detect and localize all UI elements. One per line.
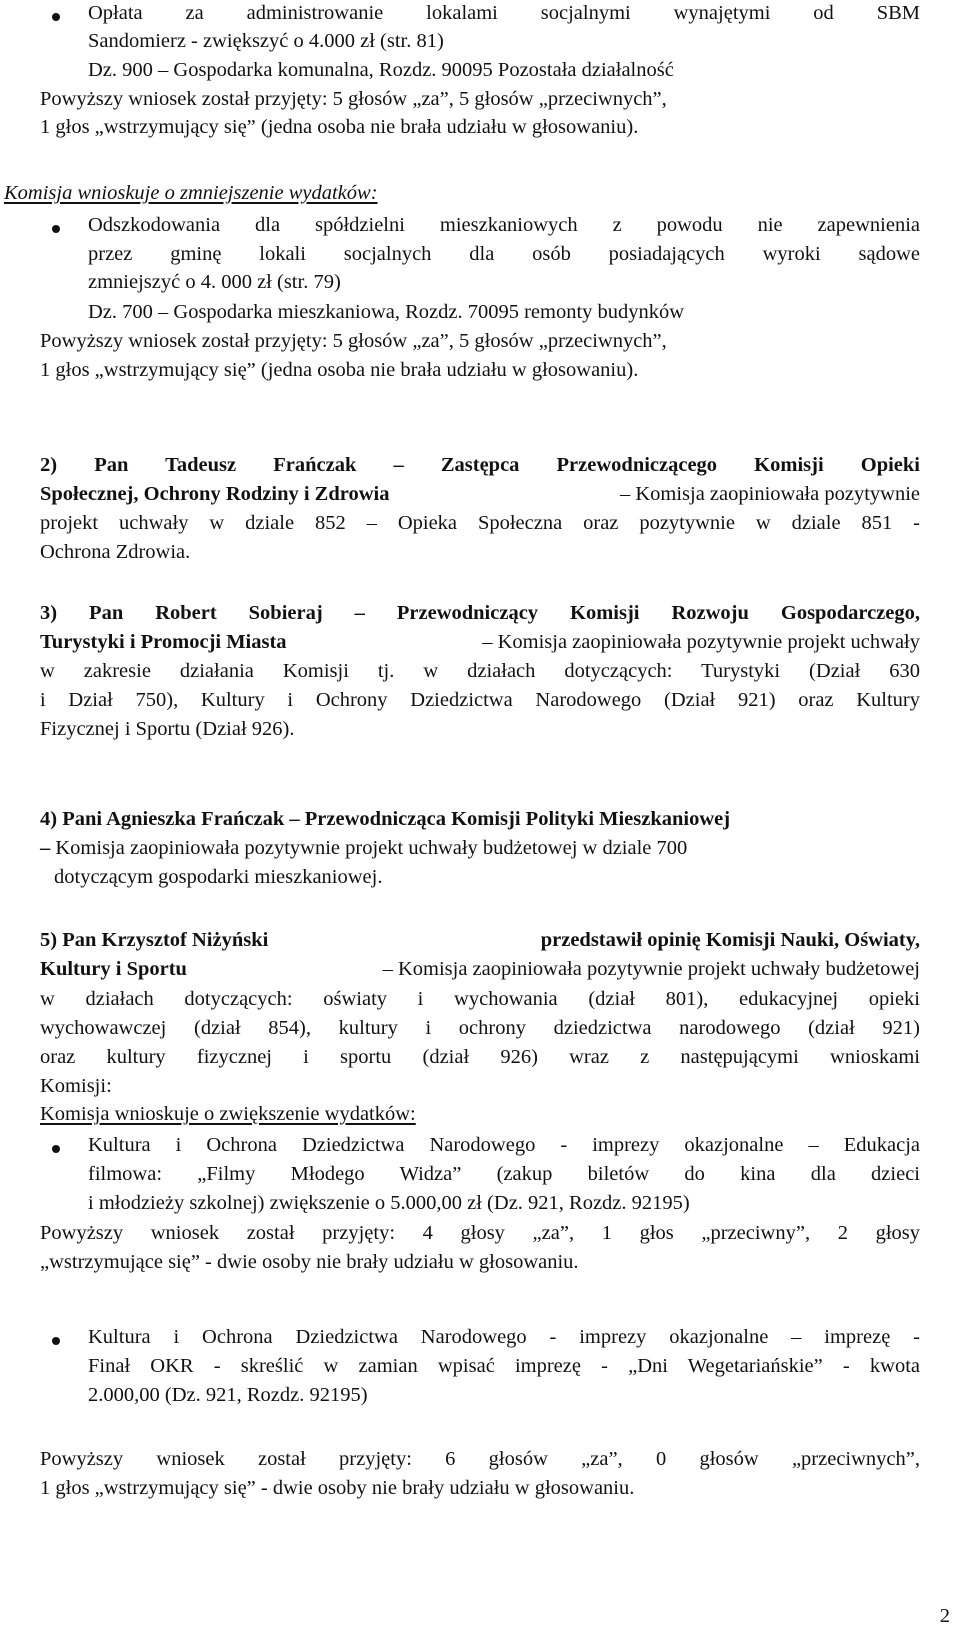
item5-line-2-rest: – Komisja zaopiniowała pozytywnie projekt uchwały budżetowej [382, 958, 920, 980]
vote2-line-2: 1 głos „wstrzymujący się” (jedna osoba nie brała udziału w głosowaniu). [40, 359, 639, 381]
item2-line-4: Ochrona Zdrowia. [40, 541, 191, 563]
item3-line-1: 3) Pan Robert Sobieraj – Przewodniczący Komisji Rozwoju Gospodarczego, [40, 602, 920, 624]
vote2-line-1: Powyższy wniosek został przyjęty: 5 głosów „za”, 5 głosów „przeciwnych”, [40, 330, 667, 352]
item3-line-2-rest: – Komisja zaopiniowała pozytywnie projekt uchwały [482, 631, 920, 653]
bullet2-line-3: 2.000,00 (Dz. 921, Rozdz. 92195) [88, 1384, 368, 1406]
increase-line-2: filmowa: „Filmy Młodego Widza” (zakup biletów do kina dla dzieci [88, 1163, 920, 1185]
vote3-line-1: Powyższy wniosek został przyjęty: 4 głosy „za”, 1 głos „przeciwny”, 2 głosy [40, 1222, 920, 1244]
increase-line-1: Kultura i Ochrona Dziedzictwa Narodowego - imprezy okazjonalne – Edukacja [88, 1134, 920, 1156]
increase-line-3: i młodzieży szkolnej) zwiększenie o 5.000,00 zł (Dz. 921, Rozdz. 92195) [88, 1192, 690, 1214]
sbm-line-2: Sandomierz - zwiększyć o 4.000 zł (str. 81) [88, 30, 444, 52]
bullet-icon [52, 13, 60, 21]
item4-line-2 [40, 835, 687, 862]
page-number: 2 [939, 1605, 950, 1627]
item5-line-5: oraz kultury fizycznej i sportu (dział 926) wraz z następującymi wnioskami [40, 1046, 920, 1068]
item2-line-2-bold: Społecznej, Ochrony Rodziny i Zdrowia [40, 483, 390, 505]
item2-line-2-rest: – Komisja zaopiniowała pozytywnie [619, 483, 920, 505]
decrease-line-4: Dz. 700 – Gospodarka mieszkaniowa, Rozdz. 70095 remonty budynków [88, 301, 685, 323]
bullet2-line-2: Finał OKR - skreślić w zamian wpisać imprezę - „Dni Wegetariańskie” - kwota [88, 1355, 920, 1377]
item2-line-1: 2) Pan Tadeusz Frańczak – Zastępca Przewodniczącego Komisji Opieki [40, 454, 920, 476]
bullet-icon [52, 225, 60, 233]
commission-increase-heading: Komisja wnioskuje o zwiększenie wydatków: [40, 1103, 416, 1125]
item5-line-1-opinion: przedstawił opinię Komisji Nauki, Oświaty, [540, 929, 920, 951]
vote1-line-1: Powyższy wniosek został przyjęty: 5 głosów „za”, 5 głosów „przeciwnych”, [40, 88, 667, 110]
vote3-line-2: „wstrzymujące się” - dwie osoby nie brały udziału w głosowaniu. [40, 1251, 579, 1273]
item3-line-2 [40, 629, 920, 656]
item5-line-4: wychowawczej (dział 854), kultury i ochrony dziedzictwa narodowego (dział 921) [40, 1017, 920, 1039]
sbm-line-1: Opłata za administrowanie lokalami socjalnymi wynajętymi od SBM [88, 2, 920, 24]
item5-line-6: Komisji: [40, 1075, 112, 1097]
item5-line-1-name: 5) Pan Krzysztof Niżyński [40, 929, 269, 951]
item3-line-2-bold: Turystyki i Promocji Miasta [40, 631, 287, 653]
item4-line-3: dotyczącym gospodarki mieszkaniowej. [54, 866, 383, 888]
commission-decrease-heading: Komisja wnioskuje o zmniejszenie wydatków: [4, 182, 378, 204]
decrease-line-1: Odszkodowania dla spółdzielni mieszkaniowych z powodu nie zapewnienia [88, 214, 920, 236]
item5-line-2 [40, 956, 920, 983]
item3-line-3: w zakresie działania Komisji tj. w działach dotyczących: Turystyki (Dział 630 [40, 660, 920, 682]
item2-line-3: projekt uchwały w dziale 852 – Opieka Społeczna oraz pozytywnie w dziale 851 - [40, 512, 920, 534]
vote1-line-2: 1 głos „wstrzymujący się” (jedna osoba nie brała udziału w głosowaniu). [40, 116, 639, 138]
item5-line-3: w działach dotyczących: oświaty i wychowania (dział 801), edukacyjnej opieki [40, 988, 920, 1010]
vote4-line-2: 1 głos „wstrzymujący się” - dwie osoby nie brały udziału w głosowaniu. [40, 1477, 635, 1499]
sbm-line-3: Dz. 900 – Gospodarka komunalna, Rozdz. 90095 Pozostała działalność [88, 59, 674, 81]
decrease-line-3: zmniejszyć o 4. 000 zł (str. 79) [88, 271, 341, 293]
vote4-line-1: Powyższy wniosek został przyjęty: 6 głosów „za”, 0 głosów „przeciwnych”, [40, 1448, 920, 1470]
bullet2-line-1: Kultura i Ochrona Dziedzictwa Narodowego - imprezy okazjonalne – imprezę - [88, 1326, 920, 1348]
decrease-line-2: przez gminę lokali socjalnych dla osób posiadających wyroki sądowe [88, 243, 920, 265]
item4-line-2-dash: – [40, 837, 51, 859]
item3-line-5: Fizycznej i Sportu (Dział 926). [40, 718, 295, 740]
item2-line-2 [40, 481, 920, 508]
item4-line-1: 4) Pani Agnieszka Frańczak – Przewodnicząca Komisji Polityki Mieszkaniowej [40, 808, 731, 830]
item3-line-4: i Dział 750), Kultury i Ochrony Dziedzictwa Narodowego (Dział 921) oraz Kultury [40, 689, 920, 711]
bullet-icon [52, 1145, 60, 1153]
item5-line-2-bold: Kultury i Sportu [40, 958, 187, 980]
item4-line-2-rest: Komisja zaopiniowała pozytywnie projekt uchwały budżetowej w dziale 700 [55, 837, 688, 859]
bullet-icon [52, 1337, 60, 1345]
item5-line-1 [40, 927, 920, 954]
